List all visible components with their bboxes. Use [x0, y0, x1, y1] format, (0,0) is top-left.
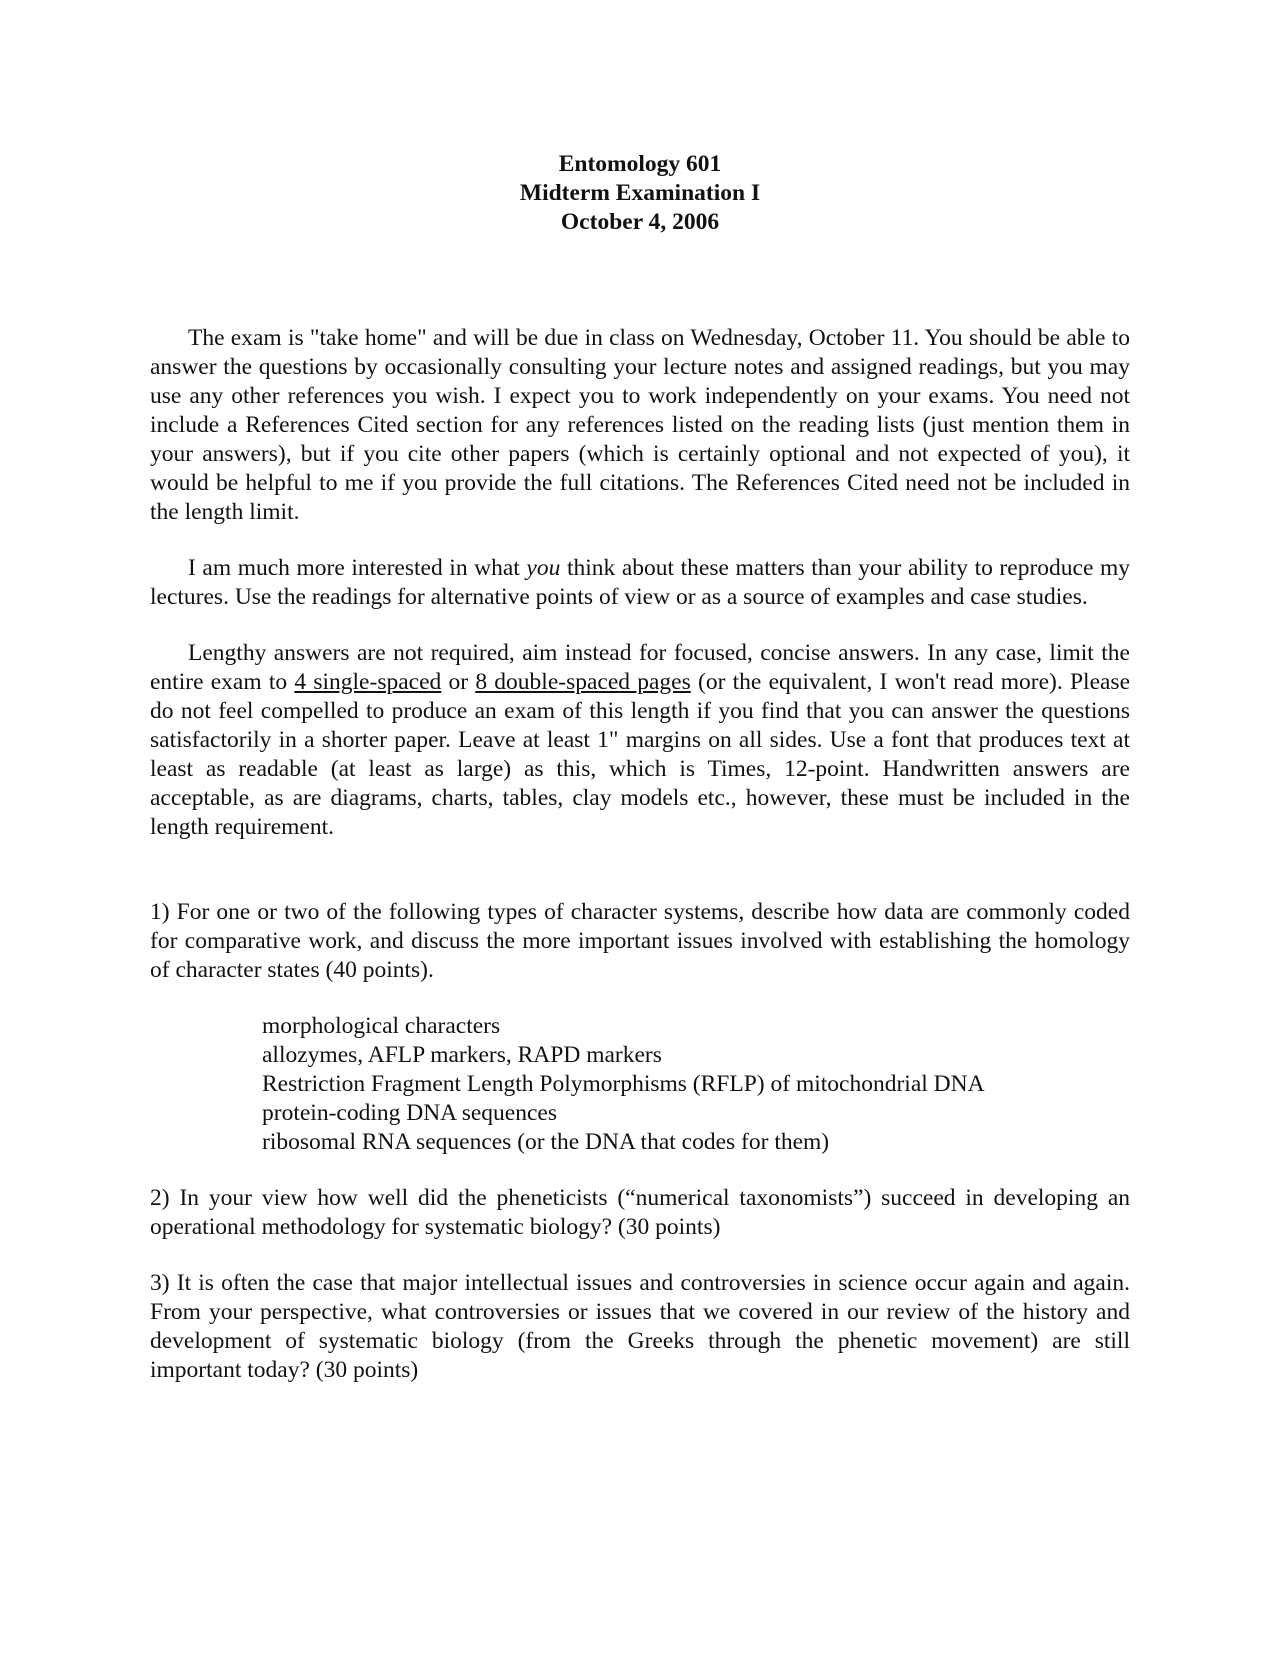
exam-date: October 4, 2006 [560, 209, 720, 235]
list-item: Restriction Fragment Length Polymorphisms (RFLP) of mitochondrial DNA [262, 1071, 985, 1097]
exam-page [150, 150, 1130, 1385]
intro-p2-emphasis: you [526, 555, 561, 581]
list-item: ribosomal RNA sequences (or the DNA that codes for them) [262, 1129, 830, 1155]
question-3: 3) It is often the case that major intellectual issues and controversies in science occur again and again. From your perspective, what controversies or issues that we covered in our review of the history and development of systematic biology (from the Greeks through the phenetic movement) are still important today? (30 points) [150, 1270, 1130, 1383]
list-item: protein-coding DNA sequences [262, 1100, 557, 1126]
intro-p3-text-a: Lengthy answers are not required, aim instead for focused, concise answers. In any case, limit the entire exam to [150, 640, 1130, 695]
list-item: allozymes, AFLP markers, RAPD markers [262, 1042, 662, 1068]
intro-p2-text-b: think about these matters than your ability to reproduce my lectures. Use the readings for alternative points of view or as a source of examples and case studies. [150, 555, 1130, 610]
intro-p3-text-b: or [441, 669, 476, 695]
course-title: Entomology 601 [558, 151, 722, 177]
exam-title: Midterm Examination I [519, 180, 761, 206]
question-1: 1) For one or two of the following types of character systems, describe how data are commonly coded for comparative work, and discuss the more important issues involved with establishing the homology of character states (40 points). [150, 899, 1130, 983]
single-spaced-limit: 4 single-spaced [294, 669, 442, 695]
intro-p3-text-c: (or the equivalent, I won't read more). Please do not feel compelled to produce an exam of this length if you find that you can answer the questions satisfactorily in a shorter paper. Leave at least 1" margins on all sides. Use a font that produces text at least as readable (at least as large) as this, which is Times, 12-point. Handwritten answers are acceptable, as are diagrams, charts, tables, clay models etc., however, these must be included in the length requirement. [150, 669, 1131, 840]
exam-header [150, 150, 1130, 237]
intro-paragraph-1: The exam is "take home" and will be due in class on Wednesday, October 11. You should be able to answer the questions by occasionally consulting your lecture notes and assigned readings, but you may use any other references you wish. I expect you to work independently on your exams. You need not include a References Cited section for any references listed on the reading lists (just mention them in your answers), but if you cite other papers (which is certainly optional and not expected of you), it would be helpful to me if you provide the full citations. The References Cited need not be included in the length limit. [150, 325, 1130, 525]
character-systems-list [150, 1012, 1130, 1157]
intro-paragraph-2 [150, 554, 1130, 612]
double-spaced-limit: 8 double-spaced pages [475, 669, 691, 695]
question-2: 2) In your view how well did the pheneticists (“numerical taxonomists”) succeed in developing an operational methodology for systematic biology? (30 points) [150, 1185, 1130, 1240]
intro-p2-text-a: I am much more interested in what [188, 555, 527, 581]
list-item: morphological characters [262, 1013, 501, 1039]
intro-paragraph-3 [150, 639, 1130, 842]
